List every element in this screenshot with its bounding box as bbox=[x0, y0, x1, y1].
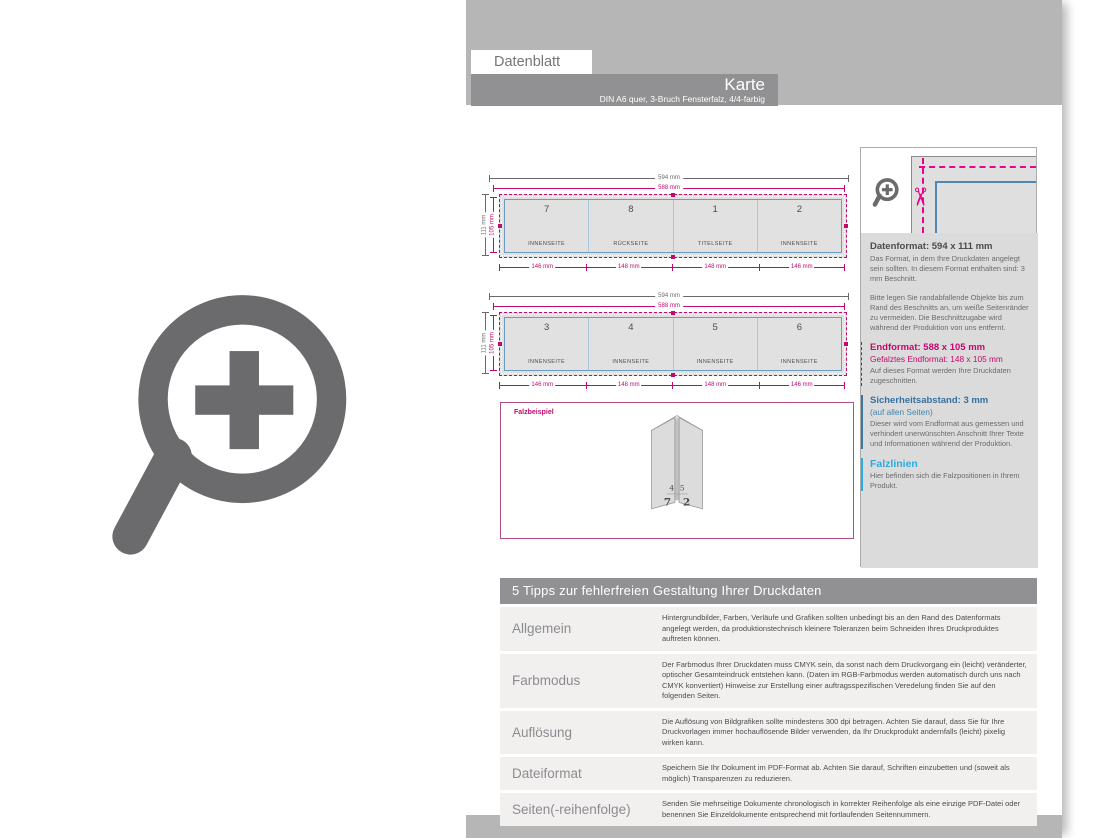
zoom-plus-icon bbox=[105, 283, 360, 578]
tip-text: Senden Sie mehrseitige Dokumente chronologisch in korrekter Reihenfolge als eine einzige PDF-Datei oder benennen Sie Einzeldokumente entsprechend mit fortlaufenden Seitennummern. bbox=[662, 799, 1021, 819]
datenformat-body: Das Format, in dem Ihre Druckdaten angelegt sein sollten. In diesem Format enthalten sind: 3 mm Beschnitt. bbox=[870, 254, 1025, 283]
falzlinien-body: Hier befinden sich die Falzpositionen in Ihrem Produkt. bbox=[870, 471, 1020, 490]
dimension-panel-widths: 146 mm 148 mm 148 mm 146 mm bbox=[499, 267, 845, 268]
dimension-endformat-height: 105 mm bbox=[493, 197, 494, 253]
layout-diagram-outer-side bbox=[483, 170, 857, 282]
format-descriptions bbox=[861, 233, 1038, 568]
section-falzlinien bbox=[861, 458, 1029, 491]
tip-term: Auflösung bbox=[512, 724, 573, 740]
panel-3: 3 INNENSEITE bbox=[505, 318, 589, 370]
title-bar bbox=[471, 74, 778, 106]
dimension-datenformat-height: 111 mm bbox=[485, 312, 486, 374]
panel-2: 2 INNENSEITE bbox=[780, 204, 818, 247]
table-row bbox=[500, 654, 1037, 708]
tip-term: Farbmodus bbox=[512, 673, 581, 688]
tip-text: Hintergrundbilder, Farben, Verläufe und Grafiken sollten unbedingt bis an den Rand des Datenformats angelegt werden, da produktionstechnisch kleinere Toleranzen beim Schneiden Ihres Druckproduktes auftreten können. bbox=[662, 613, 1001, 643]
tips-table bbox=[500, 578, 1037, 826]
tab-datenblatt[interactable] bbox=[471, 50, 592, 74]
datenformat-note: Bitte legen Sie randabfallende Objekte bis zum Rand des Beschnitts an, um weiße Seitenränder zu vermeiden. Die Beschnittzugabe wird während der Produktion von uns entfernt. bbox=[870, 293, 1029, 332]
tip-term: Allgemein bbox=[512, 621, 572, 637]
dimension-datenformat-width: 594 mm bbox=[489, 178, 849, 179]
svg-text:5: 5 bbox=[679, 483, 685, 493]
panel-6: 6 INNENSEITE bbox=[780, 322, 818, 365]
tip-text: Die Auflösung von Bildgrafiken sollte mindestens 300 dpi betragen. Achten Sie darauf, dass Sie für Ihre Druckvorlagen immer hochauflösende Bilder verwenden, da Ihr Druckprodukt andernfalls (leicht) pixelig wirken kann. bbox=[662, 716, 1006, 747]
dimension-endformat-width: 588 mm bbox=[493, 188, 845, 189]
panel-1: 1 TITELSEITE bbox=[674, 200, 758, 252]
dimension-endformat-width: 588 mm bbox=[493, 306, 845, 307]
tip-text: Speichern Sie Ihr Dokument im PDF-Format ab. Achten Sie darauf, Schriften einzubetten und (soweit als möglich) Transparenzen zu reduzieren. bbox=[662, 763, 1010, 783]
dimension-panel-widths: 146 mm 148 mm 148 mm 146 mm bbox=[499, 385, 845, 386]
section-sicherheitsabstand bbox=[861, 395, 1029, 449]
dimension-datenformat-width: 594 mm bbox=[489, 296, 849, 297]
trim-outline bbox=[504, 199, 842, 253]
bleed-line-horizontal bbox=[919, 166, 1036, 168]
tip-text: Der Farbmodus Ihrer Druckdaten muss CMYK sein, da sonst nach dem Druckvorgang ein (leicht) veränderter, optischer Gesamteindruck entstehen kann. (Daten im RGB-Farbmodus werden automatisch durch uns nach CMYK konvertiert) Hinweise zur Erstellung einer auftragsspezifischen Veredelung finden Sie auf den folgenden Seiten. bbox=[662, 659, 1027, 700]
fold-example-box bbox=[500, 402, 854, 539]
tip-term: Dateiformat bbox=[512, 766, 582, 781]
panel-4: 4 INNENSEITE bbox=[589, 318, 673, 370]
trim-outline bbox=[504, 317, 842, 371]
dimension-datenformat-height: 111 mm bbox=[485, 194, 486, 256]
tab-label: Datenblatt bbox=[494, 54, 561, 70]
endformat-body: Auf dieses Format werden Ihre Druckdaten zugeschnitten. bbox=[870, 366, 1011, 385]
panel-5: 5 INNENSEITE bbox=[674, 318, 758, 370]
scissors-icon: ✂ bbox=[905, 186, 934, 208]
endformat-heading: Endformat: 588 x 105 mm bbox=[870, 342, 986, 353]
svg-text:4: 4 bbox=[669, 483, 675, 493]
table-row bbox=[500, 711, 1037, 755]
tip-term: Seiten(-reihenfolge) bbox=[512, 802, 631, 817]
falzlinien-heading: Falzlinien bbox=[870, 458, 918, 470]
panel-8: 8 RÜCKSEITE bbox=[589, 200, 673, 252]
tips-header: 5 Tipps zur fehlerfreien Gestaltung Ihrer Druckdaten bbox=[500, 578, 1037, 604]
fold-example-label: Falzbeispiel bbox=[514, 409, 554, 416]
zoom-plus-icon-small bbox=[872, 177, 900, 209]
trim-line-horizontal bbox=[935, 181, 1036, 183]
dimension-endformat-height: 105 mm bbox=[493, 315, 494, 371]
layout-diagram-inner-side bbox=[483, 288, 857, 400]
svg-text:2: 2 bbox=[682, 496, 691, 509]
format-info-panel bbox=[860, 147, 1037, 567]
section-datenformat bbox=[870, 241, 1029, 333]
table-row bbox=[500, 757, 1037, 790]
table-row bbox=[500, 793, 1037, 826]
section-endformat bbox=[861, 342, 1029, 386]
endformat-subheading: Gefalztes Endformat: 148 x 105 mm bbox=[870, 354, 1003, 364]
svg-text:7: 7 bbox=[663, 496, 672, 509]
page-title: Karte bbox=[724, 75, 765, 94]
page-subtitle: DIN A6 quer, 3-Bruch Fensterfalz, 4/4-farbig bbox=[599, 94, 765, 104]
sicherheitsabstand-subheading: (auf allen Seiten) bbox=[870, 407, 933, 417]
panel-7: 7 INNENSEITE bbox=[505, 200, 589, 252]
folded-card-illustration bbox=[645, 407, 709, 513]
trim-line-vertical bbox=[935, 181, 937, 233]
sicherheitsabstand-body: Dieser wird vom Endformat aus gemessen und verhindert unerwünschten Anschnitt Ihrer Texte und Informationen während der Produktion. bbox=[870, 419, 1024, 448]
table-row bbox=[500, 607, 1037, 651]
sicherheitsabstand-heading: Sicherheitsabstand: 3 mm bbox=[870, 395, 989, 406]
datenformat-heading: Datenformat: 594 x 111 mm bbox=[870, 241, 993, 252]
